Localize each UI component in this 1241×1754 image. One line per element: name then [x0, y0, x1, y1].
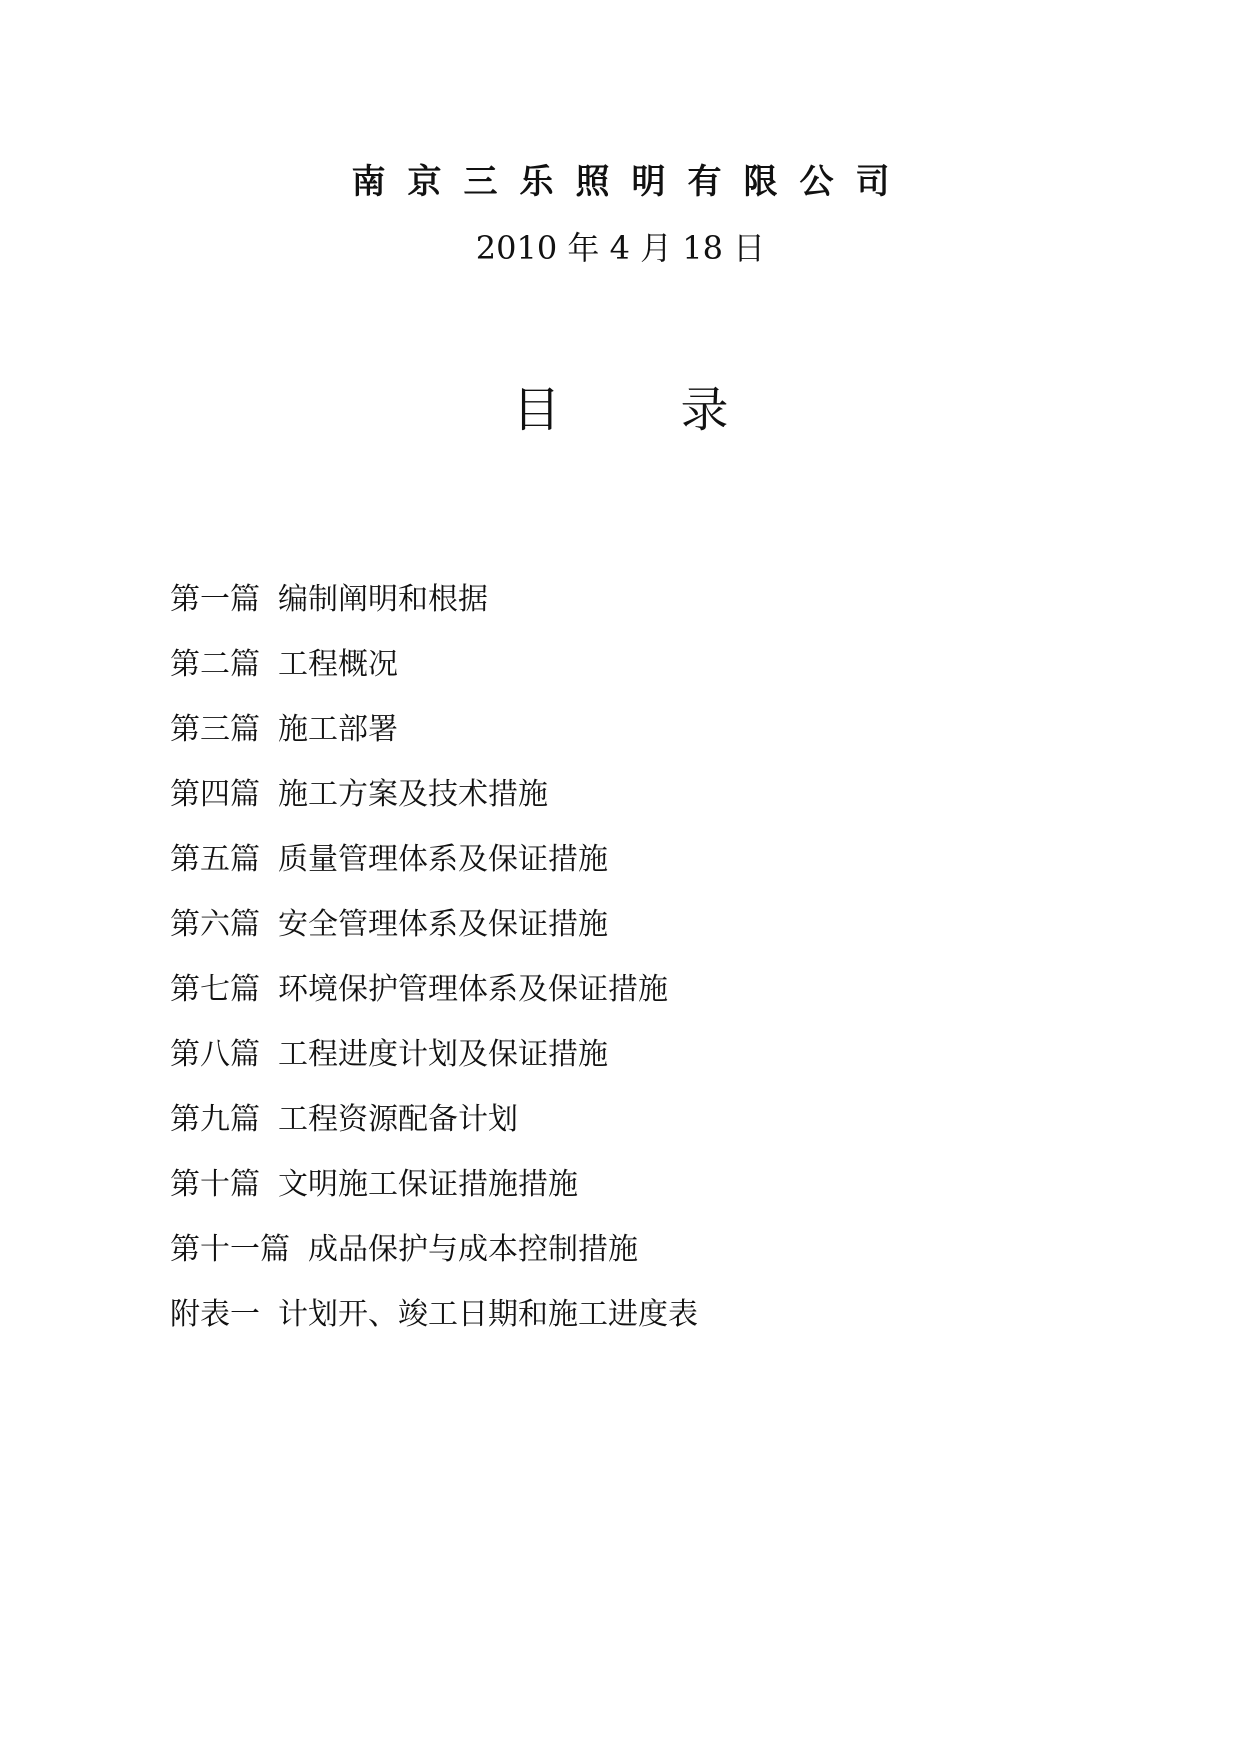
document-date: 2010 年 4 月 18 日	[475, 229, 766, 267]
toc-item-number: 第十篇	[170, 1167, 260, 1202]
toc-item	[170, 1230, 698, 1295]
toc-item	[170, 580, 698, 645]
toc-item	[170, 645, 698, 710]
toc-item-number: 附表一	[170, 1297, 260, 1332]
toc-item-title: 安全管理体系及保证措施	[278, 907, 608, 942]
toc-list	[170, 580, 698, 1360]
toc-item-title: 施工方案及技术措施	[278, 777, 548, 812]
toc-item-number: 第八篇	[170, 1037, 260, 1072]
toc-item	[170, 840, 698, 905]
toc-item	[170, 1295, 698, 1360]
toc-item-number: 第五篇	[170, 842, 260, 877]
toc-title-char-2: 录	[680, 382, 729, 438]
toc-item-number: 第六篇	[170, 907, 260, 942]
toc-item-number: 第七篇	[170, 972, 260, 1007]
toc-item-title: 编制阐明和根据	[278, 582, 488, 617]
toc-item-title: 工程概况	[278, 647, 398, 682]
toc-item	[170, 970, 698, 1035]
toc-item-number: 第十一篇	[170, 1232, 290, 1267]
toc-item	[170, 1100, 698, 1165]
company-name: 南京三乐照明有限公司	[351, 162, 912, 202]
toc-item-title: 施工部署	[278, 712, 398, 747]
toc-item-title: 环境保护管理体系及保证措施	[278, 972, 668, 1007]
toc-item	[170, 905, 698, 970]
toc-title	[0, 380, 1241, 440]
toc-item-number: 第一篇	[170, 582, 260, 617]
toc-item-title: 质量管理体系及保证措施	[278, 842, 608, 877]
toc-item-title: 计划开、竣工日期和施工进度表	[278, 1297, 698, 1332]
toc-item	[170, 1165, 698, 1230]
toc-item	[170, 775, 698, 840]
toc-item-title: 工程资源配备计划	[278, 1102, 518, 1137]
toc-item	[170, 1035, 698, 1100]
toc-item-title: 工程进度计划及保证措施	[278, 1037, 608, 1072]
toc-item-number: 第四篇	[170, 777, 260, 812]
toc-item-title: 文明施工保证措施措施	[278, 1167, 578, 1202]
toc-item-number: 第九篇	[170, 1102, 260, 1137]
toc-item-number: 第三篇	[170, 712, 260, 747]
toc-item	[170, 710, 698, 775]
toc-item-title: 成品保护与成本控制措施	[308, 1232, 638, 1267]
toc-title-char-1: 目	[512, 382, 561, 438]
toc-item-number: 第二篇	[170, 647, 260, 682]
